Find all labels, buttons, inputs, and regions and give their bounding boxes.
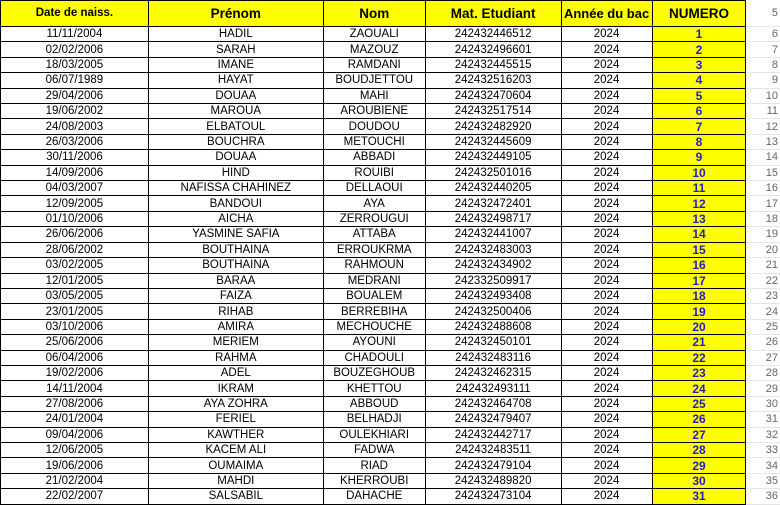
cell-prenom[interactable]: AMIRA (148, 319, 323, 334)
cell-numero[interactable]: 30 (652, 473, 746, 488)
cell-prenom[interactable]: BANDOUI (148, 196, 323, 211)
table-row (1, 196, 780, 211)
cell-mat[interactable]: 242432464708 (425, 396, 561, 411)
row-number[interactable]: 35 (758, 473, 780, 488)
cell-annee[interactable]: 2024 (561, 427, 652, 442)
cell-prenom[interactable]: BARAA (148, 273, 323, 288)
cell-nom[interactable]: MECHOUCHE (323, 319, 425, 334)
cell-prenom[interactable]: SARAH (148, 42, 323, 57)
table-row (1, 458, 780, 473)
cell-annee[interactable]: 2024 (561, 181, 652, 196)
cell-numero[interactable]: 5 (652, 88, 746, 103)
table-row (1, 396, 780, 411)
table-row (1, 150, 780, 165)
cell-nom[interactable]: FADWA (323, 442, 425, 457)
cell-annee[interactable]: 2024 (561, 150, 652, 165)
cell-nom[interactable]: MEDRANI (323, 273, 425, 288)
cell-mat[interactable]: 242432493111 (425, 381, 561, 396)
table-row (1, 350, 780, 365)
cell-gap[interactable] (746, 150, 758, 165)
table-row (1, 473, 780, 488)
cell-annee[interactable]: 2024 (561, 335, 652, 350)
cell-gap[interactable] (746, 196, 758, 211)
cell-prenom[interactable]: MAHDI (148, 473, 323, 488)
cell-date[interactable]: 12/09/2005 (1, 196, 149, 211)
cell-numero[interactable]: 25 (652, 396, 746, 411)
cell-date[interactable]: 02/02/2006 (1, 42, 149, 57)
cell-numero[interactable]: 6 (652, 104, 746, 119)
row-number[interactable]: 34 (758, 458, 780, 473)
row-number[interactable]: 17 (758, 196, 780, 211)
cell-gap[interactable] (746, 335, 758, 350)
cell-numero[interactable]: 9 (652, 150, 746, 165)
cell-gap[interactable] (746, 381, 758, 396)
cell-mat[interactable]: 242432450101 (425, 335, 561, 350)
cell-numero[interactable]: 15 (652, 242, 746, 257)
table-row (1, 304, 780, 319)
row-number[interactable]: 27 (758, 350, 780, 365)
table-row (1, 319, 780, 334)
column-header-mat[interactable]: Mat. Etudiant (425, 1, 561, 27)
cell-prenom[interactable]: AICHA (148, 211, 323, 226)
cell-gap[interactable] (746, 304, 758, 319)
table-row (1, 242, 780, 257)
cell-annee[interactable]: 2024 (561, 396, 652, 411)
cell-prenom[interactable]: YASMINE SAFIA (148, 227, 323, 242)
cell-prenom[interactable]: ADEL (148, 365, 323, 380)
table-row (1, 88, 780, 103)
cell-date[interactable]: 06/04/2006 (1, 350, 149, 365)
cell-annee[interactable]: 2024 (561, 489, 652, 504)
cell-prenom[interactable]: RAHMA (148, 350, 323, 365)
row-number[interactable]: 12 (758, 119, 780, 134)
cell-numero[interactable]: 10 (652, 165, 746, 180)
cell-mat[interactable]: 242432500406 (425, 304, 561, 319)
cell-numero[interactable]: 2 (652, 42, 746, 57)
table-row (1, 365, 780, 380)
cell-prenom[interactable]: FAIZA (148, 288, 323, 303)
cell-gap[interactable] (746, 119, 758, 134)
row-number[interactable]: 30 (758, 396, 780, 411)
cell-mat[interactable]: 242432441007 (425, 227, 561, 242)
cell-date[interactable]: 04/03/2007 (1, 181, 149, 196)
cell-date[interactable]: 27/08/2006 (1, 396, 149, 411)
cell-mat[interactable]: 242432483116 (425, 350, 561, 365)
cell-date[interactable]: 01/10/2006 (1, 211, 149, 226)
cell-prenom[interactable]: BOUTHAINA (148, 258, 323, 273)
cell-date[interactable]: 09/04/2006 (1, 427, 149, 442)
cell-nom[interactable]: BOUDJETTOU (323, 73, 425, 88)
cell-date[interactable]: 24/08/2003 (1, 119, 149, 134)
row-number[interactable]: 10 (758, 88, 780, 103)
cell-date[interactable]: 14/11/2004 (1, 381, 149, 396)
cell-date[interactable]: 23/01/2005 (1, 304, 149, 319)
cell-numero[interactable]: 28 (652, 442, 746, 457)
cell-gap[interactable] (746, 104, 758, 119)
cell-mat[interactable]: 242432479407 (425, 412, 561, 427)
cell-annee[interactable]: 2024 (561, 273, 652, 288)
cell-prenom[interactable]: OUMAIMA (148, 458, 323, 473)
cell-mat[interactable]: 242432445515 (425, 57, 561, 72)
row-number[interactable]: 8 (758, 57, 780, 72)
cell-gap[interactable] (746, 412, 758, 427)
cell-numero[interactable]: 19 (652, 304, 746, 319)
cell-mat[interactable]: 242432470604 (425, 88, 561, 103)
cell-mat[interactable]: 242432434902 (425, 258, 561, 273)
cell-nom[interactable]: DAHACHE (323, 489, 425, 504)
cell-nom[interactable]: MAZOUZ (323, 42, 425, 57)
table-row (1, 73, 780, 88)
cell-gap[interactable] (746, 489, 758, 504)
cell-gap[interactable] (746, 165, 758, 180)
cell-nom[interactable]: ABBADI (323, 150, 425, 165)
cell-prenom[interactable]: MAROUA (148, 104, 323, 119)
cell-annee[interactable]: 2024 (561, 165, 652, 180)
column-header-nom[interactable]: Nom (323, 1, 425, 27)
cell-nom[interactable]: ROUIBI (323, 165, 425, 180)
cell-annee[interactable]: 2024 (561, 412, 652, 427)
cell-date[interactable]: 03/02/2005 (1, 258, 149, 273)
cell-nom[interactable]: BOUALEM (323, 288, 425, 303)
cell-annee[interactable]: 2024 (561, 211, 652, 226)
cell-mat[interactable]: 242432496601 (425, 42, 561, 57)
cell-mat[interactable]: 242432483003 (425, 242, 561, 257)
row-number[interactable]: 16 (758, 181, 780, 196)
cell-gap[interactable] (746, 288, 758, 303)
cell-mat[interactable]: 242432483511 (425, 442, 561, 457)
cell-gap[interactable] (746, 273, 758, 288)
cell-gap[interactable] (746, 27, 758, 42)
cell-annee[interactable]: 2024 (561, 473, 652, 488)
cell-nom[interactable]: CHADOULI (323, 350, 425, 365)
cell-annee[interactable]: 2024 (561, 458, 652, 473)
cell-nom[interactable]: RAHMOUN (323, 258, 425, 273)
table-row (1, 442, 780, 457)
row-number[interactable]: 36 (758, 489, 780, 504)
cell-numero[interactable]: 1 (652, 27, 746, 42)
cell-nom[interactable]: BOUZEGHOUB (323, 365, 425, 380)
row-number[interactable]: 20 (758, 242, 780, 257)
row-number[interactable]: 24 (758, 304, 780, 319)
cell-numero[interactable]: 27 (652, 427, 746, 442)
cell-nom[interactable]: BERREBIHA (323, 304, 425, 319)
table-row (1, 489, 780, 504)
cell-prenom[interactable]: HIND (148, 165, 323, 180)
table-row (1, 165, 780, 180)
cell-gap[interactable] (746, 396, 758, 411)
cell-nom[interactable]: DELLAOUI (323, 181, 425, 196)
cell-prenom[interactable]: HADIL (148, 27, 323, 42)
cell-nom[interactable]: AYA (323, 196, 425, 211)
cell-date[interactable]: 12/01/2005 (1, 273, 149, 288)
table-row (1, 57, 780, 72)
column-header-prenom[interactable]: Prénom (148, 1, 323, 27)
row-number[interactable]: 18 (758, 211, 780, 226)
cell-date[interactable]: 25/06/2006 (1, 335, 149, 350)
cell-nom[interactable]: AYOUNI (323, 335, 425, 350)
cell-prenom[interactable]: ELBATOUL (148, 119, 323, 134)
cell-gap[interactable] (746, 73, 758, 88)
cell-gap[interactable] (746, 350, 758, 365)
cell-prenom[interactable]: IKRAM (148, 381, 323, 396)
row-number[interactable]: 23 (758, 288, 780, 303)
cell-numero[interactable]: 11 (652, 181, 746, 196)
cell-numero[interactable]: 26 (652, 412, 746, 427)
cell-date[interactable]: 03/05/2005 (1, 288, 149, 303)
row-number[interactable]: 32 (758, 427, 780, 442)
cell-prenom[interactable]: BOUCHRA (148, 134, 323, 149)
cell-nom[interactable]: KHETTOU (323, 381, 425, 396)
cell-numero[interactable]: 20 (652, 319, 746, 334)
cell-nom[interactable]: AROUBIENE (323, 104, 425, 119)
header-row (1, 1, 780, 27)
cell-mat[interactable]: 242332509917 (425, 273, 561, 288)
row-number[interactable]: 14 (758, 150, 780, 165)
row-number[interactable]: 9 (758, 73, 780, 88)
cell-gap[interactable] (746, 57, 758, 72)
cell-gap[interactable] (746, 88, 758, 103)
row-number[interactable]: 33 (758, 442, 780, 457)
table-row (1, 288, 780, 303)
cell-numero[interactable]: 22 (652, 350, 746, 365)
row-number[interactable]: 15 (758, 165, 780, 180)
cell-numero[interactable]: 14 (652, 227, 746, 242)
cell-date[interactable]: 22/02/2007 (1, 489, 149, 504)
cell-mat[interactable]: 242432482920 (425, 119, 561, 134)
row-number[interactable]: 11 (758, 104, 780, 119)
row-number[interactable]: 7 (758, 42, 780, 57)
cell-annee[interactable]: 2024 (561, 27, 652, 42)
cell-numero[interactable]: 3 (652, 57, 746, 72)
table-row (1, 412, 780, 427)
cell-nom[interactable]: RAMDANI (323, 57, 425, 72)
row-number[interactable]: 5 (758, 1, 780, 27)
table-row (1, 381, 780, 396)
row-number[interactable]: 26 (758, 335, 780, 350)
cell-date[interactable]: 12/06/2005 (1, 442, 149, 457)
table-row (1, 104, 780, 119)
cell-gap[interactable] (746, 258, 758, 273)
cell-annee[interactable]: 2024 (561, 57, 652, 72)
cell-nom[interactable]: OULEKHIARI (323, 427, 425, 442)
cell-gap[interactable] (746, 211, 758, 226)
cell-date[interactable]: 26/06/2006 (1, 227, 149, 242)
cell-nom[interactable]: RIAD (323, 458, 425, 473)
cell-gap[interactable] (746, 427, 758, 442)
table-row (1, 227, 780, 242)
cell-date[interactable]: 19/06/2002 (1, 104, 149, 119)
cell-annee[interactable]: 2024 (561, 304, 652, 319)
cell-numero[interactable]: 31 (652, 489, 746, 504)
column-header-date[interactable]: Date de naiss. (1, 1, 149, 27)
cell-nom[interactable]: ATTABA (323, 227, 425, 242)
cell-nom[interactable]: ZAOUALI (323, 27, 425, 42)
table-row (1, 211, 780, 226)
row-number[interactable]: 19 (758, 227, 780, 242)
cell-annee[interactable]: 2024 (561, 258, 652, 273)
cell-annee[interactable]: 2024 (561, 88, 652, 103)
cell-mat[interactable]: 242432493408 (425, 288, 561, 303)
table-row (1, 42, 780, 57)
cell-gap[interactable] (746, 227, 758, 242)
cell-prenom[interactable]: NAFISSA CHAHINEZ (148, 181, 323, 196)
cell-mat[interactable]: 242432462315 (425, 365, 561, 380)
cell-gap[interactable] (746, 365, 758, 380)
cell-numero[interactable]: 4 (652, 73, 746, 88)
cell-prenom[interactable]: AYA ZOHRA (148, 396, 323, 411)
cell-mat[interactable]: 242432498717 (425, 211, 561, 226)
cell-prenom[interactable]: SALSABIL (148, 489, 323, 504)
cell-numero[interactable]: 24 (652, 381, 746, 396)
row-number[interactable]: 21 (758, 258, 780, 273)
cell-date[interactable]: 28/06/2002 (1, 242, 149, 257)
cell-mat[interactable]: 242432517514 (425, 104, 561, 119)
cell-mat[interactable]: 242432449105 (425, 150, 561, 165)
row-number[interactable]: 31 (758, 412, 780, 427)
cell-prenom[interactable]: FERIEL (148, 412, 323, 427)
table-row (1, 258, 780, 273)
cell-date[interactable]: 11/11/2004 (1, 27, 149, 42)
cell-prenom[interactable]: IMANE (148, 57, 323, 72)
cell-numero[interactable]: 16 (652, 258, 746, 273)
table-row (1, 134, 780, 149)
cell-numero[interactable]: 17 (652, 273, 746, 288)
cell-prenom[interactable]: MERIEM (148, 335, 323, 350)
cell-annee[interactable]: 2024 (561, 134, 652, 149)
cell-gap[interactable] (746, 181, 758, 196)
cell-numero[interactable]: 12 (652, 196, 746, 211)
cell-gap[interactable] (746, 442, 758, 457)
cell-annee[interactable]: 2024 (561, 119, 652, 134)
cell-annee[interactable]: 2024 (561, 227, 652, 242)
cell-mat[interactable]: 242432472401 (425, 196, 561, 211)
cell-mat[interactable]: 242432473104 (425, 489, 561, 504)
column-header-annee[interactable]: Année du bac (561, 1, 652, 27)
cell-date[interactable]: 03/10/2006 (1, 319, 149, 334)
cell-date[interactable]: 06/07/1989 (1, 73, 149, 88)
table-row (1, 119, 780, 134)
cell-annee[interactable]: 2024 (561, 288, 652, 303)
cell-nom[interactable]: METOUCHI (323, 134, 425, 149)
cell-numero[interactable]: 18 (652, 288, 746, 303)
cell-date[interactable]: 29/04/2006 (1, 88, 149, 103)
cell-numero[interactable]: 21 (652, 335, 746, 350)
row-number[interactable]: 29 (758, 381, 780, 396)
cell-mat[interactable]: 242432445609 (425, 134, 561, 149)
cell-gap[interactable] (746, 134, 758, 149)
cell-annee[interactable]: 2024 (561, 365, 652, 380)
row-number[interactable]: 6 (758, 27, 780, 42)
cell-annee[interactable]: 2024 (561, 73, 652, 88)
cell-nom[interactable]: DOUDOU (323, 119, 425, 134)
column-header-numero[interactable]: NUMERO (652, 1, 746, 27)
cell-gap[interactable] (746, 473, 758, 488)
table-row (1, 27, 780, 42)
cell-date[interactable]: 19/06/2006 (1, 458, 149, 473)
table-body (1, 27, 780, 505)
cell-annee[interactable]: 2024 (561, 196, 652, 211)
cell-annee[interactable]: 2024 (561, 381, 652, 396)
row-number[interactable]: 22 (758, 273, 780, 288)
cell-mat[interactable]: 242432489820 (425, 473, 561, 488)
cell-prenom[interactable]: DOUAA (148, 88, 323, 103)
cell-date[interactable]: 18/03/2005 (1, 57, 149, 72)
table-row (1, 273, 780, 288)
cell-date[interactable]: 19/02/2006 (1, 365, 149, 380)
cell-prenom[interactable]: HAYAT (148, 73, 323, 88)
cell-prenom[interactable]: KACEM ALI (148, 442, 323, 457)
table-row (1, 335, 780, 350)
cell-mat[interactable]: 242432488608 (425, 319, 561, 334)
cell-annee[interactable]: 2024 (561, 104, 652, 119)
table-row (1, 427, 780, 442)
cell-mat[interactable]: 242432442717 (425, 427, 561, 442)
cell-annee[interactable]: 2024 (561, 319, 652, 334)
cell-date[interactable]: 21/02/2004 (1, 473, 149, 488)
cell-nom[interactable]: MAHI (323, 88, 425, 103)
cell-date[interactable]: 26/03/2006 (1, 134, 149, 149)
cell-mat[interactable]: 242432440205 (425, 181, 561, 196)
cell-nom[interactable]: KHERROUBI (323, 473, 425, 488)
cell-gap[interactable] (746, 242, 758, 257)
row-number[interactable]: 13 (758, 134, 780, 149)
cell-mat[interactable]: 242432516203 (425, 73, 561, 88)
cell-mat[interactable]: 242432501016 (425, 165, 561, 180)
cell-gap[interactable] (746, 1, 758, 27)
cell-mat[interactable]: 242432479104 (425, 458, 561, 473)
cell-prenom[interactable]: KAWTHER (148, 427, 323, 442)
cell-prenom[interactable]: BOUTHAINA (148, 242, 323, 257)
cell-gap[interactable] (746, 319, 758, 334)
cell-nom[interactable]: BELHADJI (323, 412, 425, 427)
cell-gap[interactable] (746, 458, 758, 473)
cell-prenom[interactable]: RIHAB (148, 304, 323, 319)
cell-nom[interactable]: ERROUKRMA (323, 242, 425, 257)
cell-nom[interactable]: ZERROUGUI (323, 211, 425, 226)
cell-gap[interactable] (746, 42, 758, 57)
cell-date[interactable]: 24/01/2004 (1, 412, 149, 427)
cell-prenom[interactable]: DOUAA (148, 150, 323, 165)
cell-annee[interactable]: 2024 (561, 350, 652, 365)
row-number[interactable]: 25 (758, 319, 780, 334)
row-number[interactable]: 28 (758, 365, 780, 380)
cell-mat[interactable]: 242432446512 (425, 27, 561, 42)
cell-annee[interactable]: 2024 (561, 442, 652, 457)
cell-numero[interactable]: 23 (652, 365, 746, 380)
cell-numero[interactable]: 29 (652, 458, 746, 473)
cell-nom[interactable]: ABBOUD (323, 396, 425, 411)
cell-numero[interactable]: 8 (652, 134, 746, 149)
cell-annee[interactable]: 2024 (561, 242, 652, 257)
cell-annee[interactable]: 2024 (561, 42, 652, 57)
cell-date[interactable]: 30/11/2006 (1, 150, 149, 165)
cell-numero[interactable]: 7 (652, 119, 746, 134)
cell-date[interactable]: 14/09/2006 (1, 165, 149, 180)
table-row (1, 181, 780, 196)
cell-numero[interactable]: 13 (652, 211, 746, 226)
